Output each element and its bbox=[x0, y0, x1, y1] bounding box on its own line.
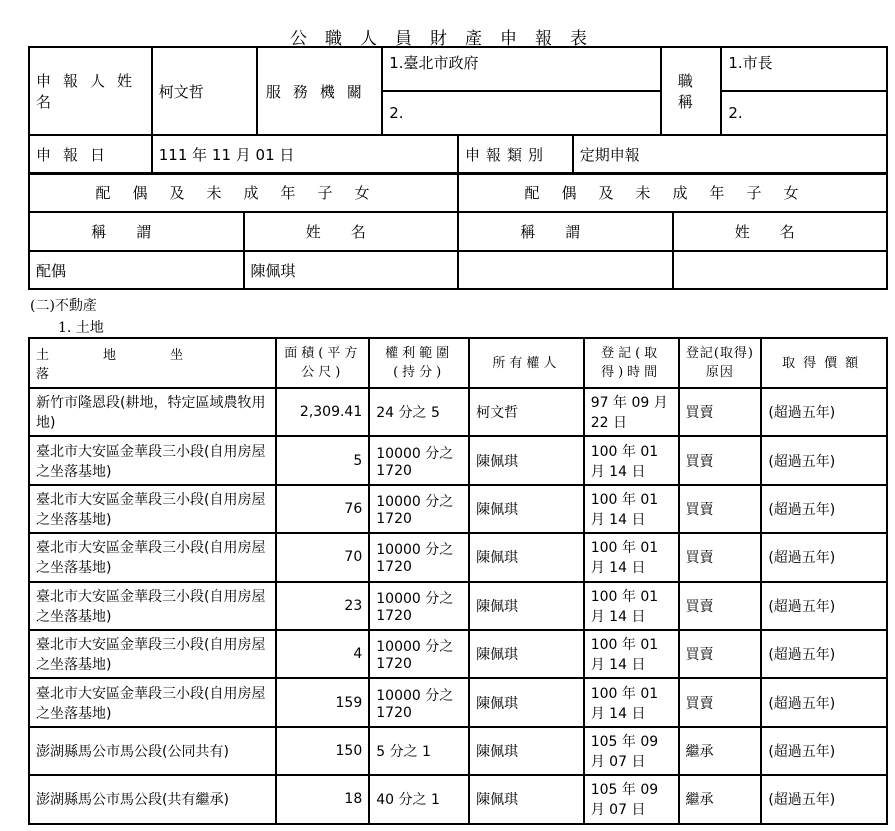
land-share: 10000 分之 1720 bbox=[369, 533, 469, 581]
land-owner: 陳佩琪 bbox=[469, 727, 584, 775]
land-reason: 買賣 bbox=[679, 630, 762, 678]
land-owner: 陳佩琪 bbox=[469, 436, 584, 484]
land-table bbox=[28, 337, 888, 825]
date-type-table bbox=[28, 134, 888, 175]
section-label: (二)不動產 bbox=[30, 298, 97, 314]
land-reason: 買賣 bbox=[679, 388, 762, 436]
land-label: 1. 土地 bbox=[58, 320, 104, 336]
declarant-name-label: 申報人姓名 bbox=[29, 47, 152, 135]
land-area: 159 bbox=[276, 678, 369, 726]
header-owner: 所有權人 bbox=[469, 338, 584, 388]
land-owner: 陳佩琪 bbox=[469, 533, 584, 581]
land-reg-date: 97 年 09 月 22 日 bbox=[584, 388, 679, 436]
land-reason: 買賣 bbox=[679, 436, 762, 484]
header-reason: 登記(取得)原因 bbox=[679, 338, 762, 388]
table-row bbox=[29, 582, 887, 630]
declaration-type: 定期申報 bbox=[573, 135, 887, 174]
land-price: (超過五年) bbox=[761, 630, 887, 678]
declarant-name: 柯文哲 bbox=[152, 47, 258, 135]
header-area: 面積(平方公尺) bbox=[276, 338, 369, 388]
table-row bbox=[29, 533, 887, 581]
land-location: 新竹市隆恩段(耕地，特定區域農牧用地) bbox=[29, 388, 276, 436]
land-location: 臺北市大安區金華段三小段(自用房屋之坐落基地) bbox=[29, 485, 276, 533]
family-relation: 配偶 bbox=[29, 251, 244, 289]
land-reason: 買賣 bbox=[679, 582, 762, 630]
family-empty-name bbox=[673, 251, 888, 289]
land-price: (超過五年) bbox=[761, 388, 887, 436]
land-reg-date: 100 年 01 月 14 日 bbox=[584, 533, 679, 581]
land-reg-date: 100 年 01 月 14 日 bbox=[584, 630, 679, 678]
header-price: 取得價額 bbox=[761, 338, 887, 388]
land-price: (超過五年) bbox=[761, 727, 887, 775]
land-reg-date: 100 年 01 月 14 日 bbox=[584, 485, 679, 533]
family-empty-relation bbox=[458, 251, 673, 289]
position-2: 2. bbox=[721, 91, 887, 135]
agency-1: 1.臺北市政府 bbox=[382, 47, 661, 91]
land-area: 2,309.41 bbox=[276, 388, 369, 436]
land-owner: 陳佩琪 bbox=[469, 630, 584, 678]
table-row bbox=[29, 775, 887, 823]
table-row bbox=[29, 727, 887, 775]
agency-label: 服務機關 bbox=[257, 47, 382, 135]
land-price: (超過五年) bbox=[761, 436, 887, 484]
declaration-date: 111 年 11 月 01 日 bbox=[152, 135, 458, 174]
family-name: 陳佩琪 bbox=[244, 251, 459, 289]
land-reg-date: 100 年 01 月 14 日 bbox=[584, 678, 679, 726]
land-price: (超過五年) bbox=[761, 485, 887, 533]
table-row bbox=[29, 436, 887, 484]
land-owner: 陳佩琪 bbox=[469, 775, 584, 823]
table-row bbox=[29, 388, 887, 436]
land-reason: 買賣 bbox=[679, 533, 762, 581]
land-owner: 陳佩琪 bbox=[469, 485, 584, 533]
position-label: 職稱 bbox=[661, 47, 721, 135]
relation-label-left: 稱謂 bbox=[29, 212, 244, 251]
header-reg-date: 登記(取得)時間 bbox=[584, 338, 679, 388]
type-label: 申報類別 bbox=[458, 135, 573, 174]
land-location: 澎湖縣馬公市馬公段(共有繼承) bbox=[29, 775, 276, 823]
land-price: (超過五年) bbox=[761, 582, 887, 630]
agency-2: 2. bbox=[382, 91, 661, 135]
land-area: 150 bbox=[276, 727, 369, 775]
land-price: (超過五年) bbox=[761, 775, 887, 823]
land-share: 10000 分之 1720 bbox=[369, 485, 469, 533]
land-reg-date: 105 年 09 月 07 日 bbox=[584, 727, 679, 775]
land-location: 臺北市大安區金華段三小段(自用房屋之坐落基地) bbox=[29, 582, 276, 630]
table-row bbox=[29, 678, 887, 726]
family-header-left: 配偶及未成年子女 bbox=[29, 173, 458, 212]
header-share: 權利範圍(持分) bbox=[369, 338, 469, 388]
land-area: 5 bbox=[276, 436, 369, 484]
land-share: 10000 分之 1720 bbox=[369, 678, 469, 726]
land-location: 臺北市大安區金華段三小段(自用房屋之坐落基地) bbox=[29, 630, 276, 678]
land-owner: 柯文哲 bbox=[469, 388, 584, 436]
land-share: 24 分之 5 bbox=[369, 388, 469, 436]
land-reason: 繼承 bbox=[679, 727, 762, 775]
land-owner: 陳佩琪 bbox=[469, 678, 584, 726]
land-reason: 繼承 bbox=[679, 775, 762, 823]
land-share: 10000 分之 1720 bbox=[369, 630, 469, 678]
table-row bbox=[29, 485, 887, 533]
land-owner: 陳佩琪 bbox=[469, 582, 584, 630]
land-share: 40 分之 1 bbox=[369, 775, 469, 823]
declarant-table bbox=[28, 46, 888, 136]
land-price: (超過五年) bbox=[761, 678, 887, 726]
land-area: 23 bbox=[276, 582, 369, 630]
land-area: 18 bbox=[276, 775, 369, 823]
header-location: 土地坐落 bbox=[29, 338, 276, 388]
land-reason: 買賣 bbox=[679, 678, 762, 726]
land-location: 臺北市大安區金華段三小段(自用房屋之坐落基地) bbox=[29, 436, 276, 484]
land-area: 4 bbox=[276, 630, 369, 678]
name-label-left: 姓名 bbox=[244, 212, 459, 251]
land-location: 澎湖縣馬公市馬公段(公同共有) bbox=[29, 727, 276, 775]
land-area: 70 bbox=[276, 533, 369, 581]
form-title: 公職人員財產申報表 bbox=[290, 29, 605, 49]
land-location: 臺北市大安區金華段三小段(自用房屋之坐落基地) bbox=[29, 678, 276, 726]
land-share: 5 分之 1 bbox=[369, 727, 469, 775]
land-share: 10000 分之 1720 bbox=[369, 582, 469, 630]
name-label-right: 姓名 bbox=[673, 212, 888, 251]
family-header-right: 配偶及未成年子女 bbox=[458, 173, 887, 212]
family-table bbox=[28, 172, 888, 290]
date-label: 申報日 bbox=[29, 135, 152, 174]
position-1: 1.市長 bbox=[721, 47, 887, 91]
land-reg-date: 100 年 01 月 14 日 bbox=[584, 436, 679, 484]
land-reg-date: 105 年 09 月 07 日 bbox=[584, 775, 679, 823]
land-reason: 買賣 bbox=[679, 485, 762, 533]
relation-label-right: 稱謂 bbox=[458, 212, 673, 251]
land-area: 76 bbox=[276, 485, 369, 533]
land-reg-date: 100 年 01 月 14 日 bbox=[584, 582, 679, 630]
table-row bbox=[29, 630, 887, 678]
land-location: 臺北市大安區金華段三小段(自用房屋之坐落基地) bbox=[29, 533, 276, 581]
land-share: 10000 分之 1720 bbox=[369, 436, 469, 484]
land-price: (超過五年) bbox=[761, 533, 887, 581]
